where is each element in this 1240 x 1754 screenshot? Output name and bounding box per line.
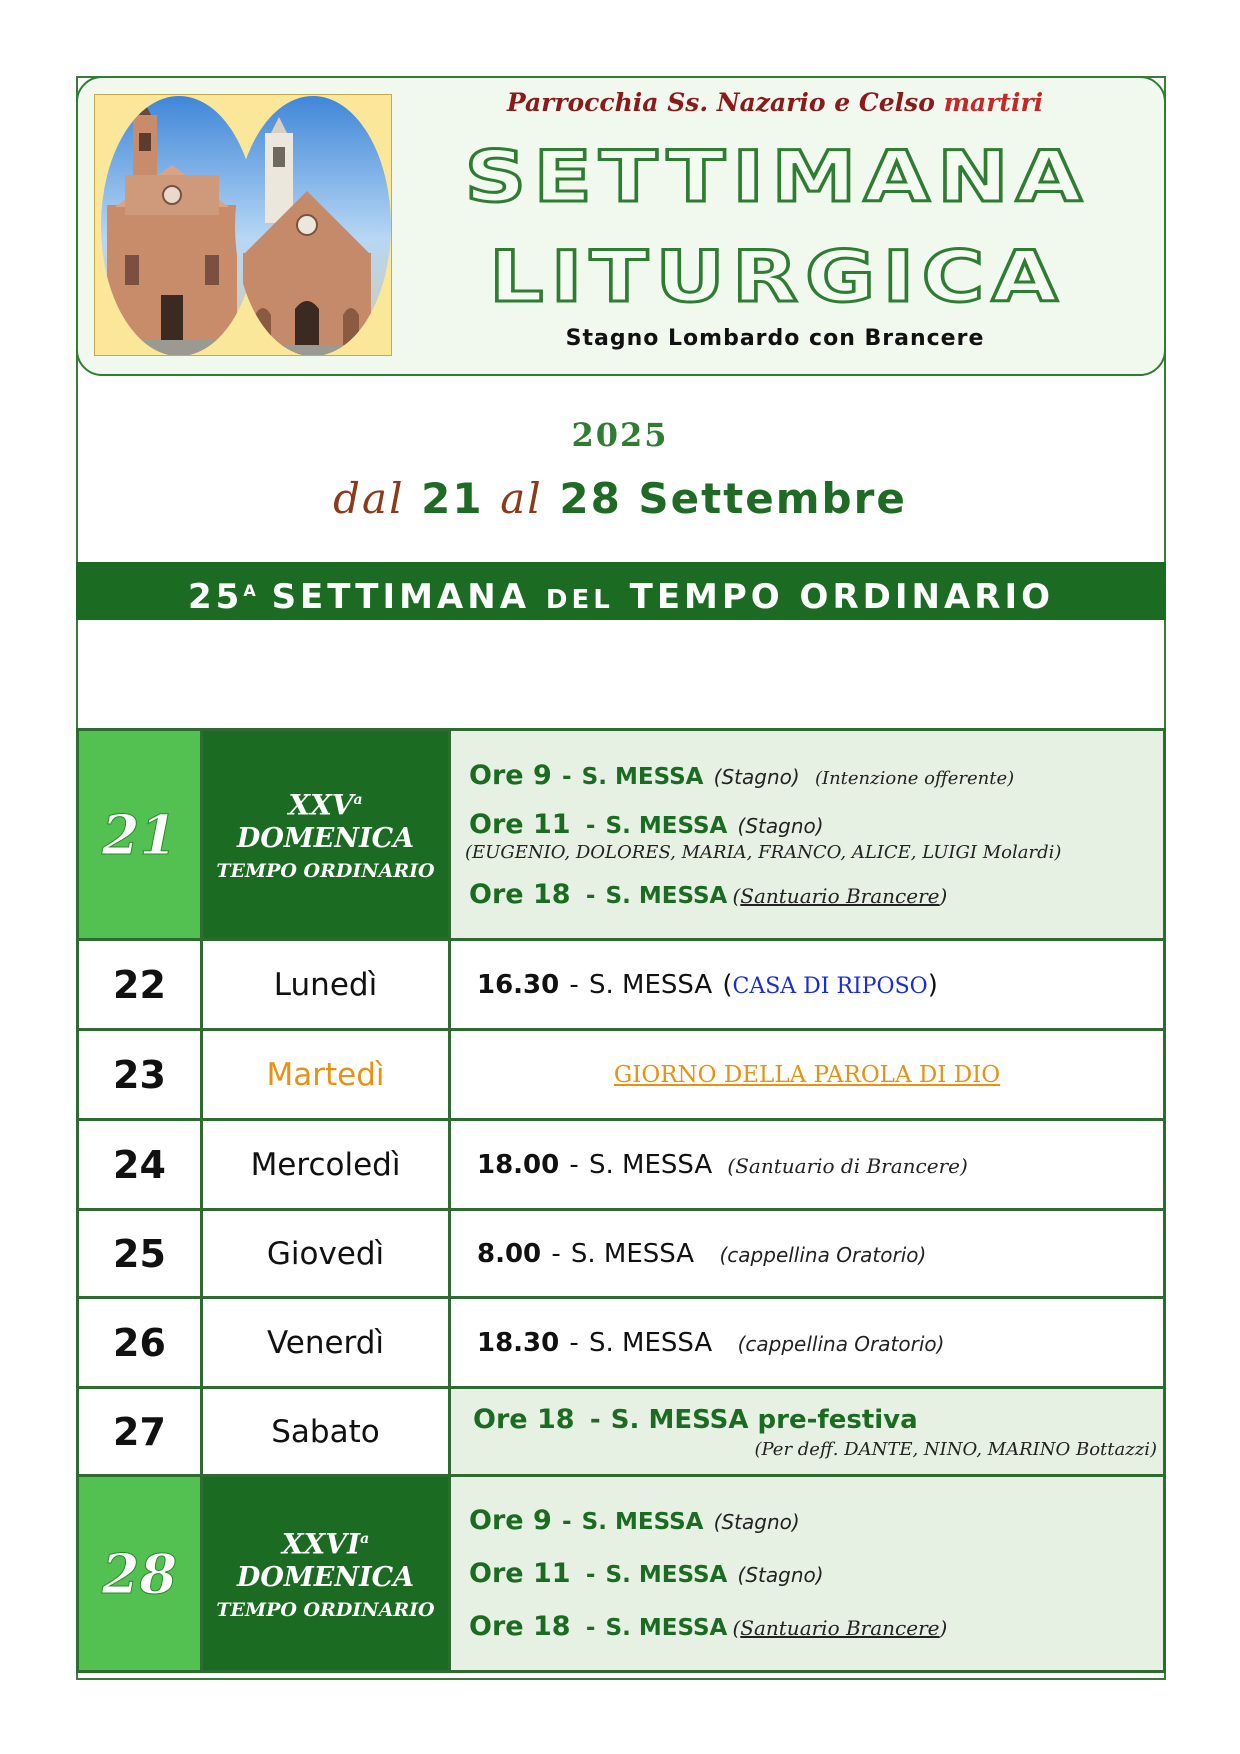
sunday-title	[202, 730, 450, 940]
mass-intention-names: (EUGENIO, DOLORES, MARIA, FRANCO, ALICE, LUIGI Molardi)	[465, 841, 1062, 863]
mass-label: S. MESSA	[570, 1238, 695, 1269]
week-banner	[76, 562, 1166, 620]
mass-separator: -	[569, 1149, 579, 1180]
year: 2025	[571, 416, 669, 454]
mass-cell	[450, 1476, 1165, 1672]
mass-place: (cappellina Oratorio)	[719, 1242, 927, 1267]
mass-time: Ore 18	[473, 1403, 575, 1435]
mass-place-open: (	[732, 1616, 741, 1640]
mass-place: (Stagno)	[737, 1563, 824, 1587]
mass-separator: -	[585, 882, 596, 909]
mass-time: Ore 11	[469, 808, 571, 840]
mass-separator: -	[561, 763, 572, 790]
parish-name-martiri: martiri	[943, 88, 1044, 117]
mass-time: 8.00	[477, 1238, 542, 1269]
day-name: Giovedì	[202, 1210, 450, 1298]
mass-separator: -	[569, 1327, 579, 1358]
mass-place: (Stagno)	[713, 764, 800, 789]
day-name: Mercoledì	[202, 1120, 450, 1210]
sunday-roman: XXVI	[281, 1527, 361, 1561]
date-to-day: 28 Settembre	[559, 474, 907, 523]
mass-label: S. MESSA	[605, 1615, 728, 1641]
mass-label: S. MESSA	[581, 763, 704, 790]
mass-label: S. MESSA	[588, 1149, 713, 1180]
mass-time: 16.30	[477, 969, 560, 1000]
mass-separator: -	[561, 1509, 572, 1535]
mass-time: 18.30	[477, 1327, 560, 1358]
mass-place: (Stagno)	[737, 813, 824, 838]
day-number: 27	[78, 1388, 202, 1476]
sunday-season: TEMPO ORDINARIO	[216, 860, 435, 883]
sunday-label: DOMENICA	[236, 823, 415, 855]
mass-label: S. MESSA	[605, 1562, 728, 1588]
sunday-roman-sup: a	[360, 1530, 370, 1547]
mass-label: S. MESSA pre-festiva	[610, 1404, 918, 1435]
day-number: 22	[78, 940, 202, 1030]
week-word-1: SETTIMANA	[271, 577, 531, 617]
day-number: 24	[78, 1120, 202, 1210]
mass-label: S. MESSA	[581, 1509, 704, 1535]
day-name: Lunedì	[202, 940, 450, 1030]
mass-place-close: )	[939, 883, 948, 908]
sunday-label: DOMENICA	[236, 1562, 415, 1594]
day-number: 28	[78, 1476, 202, 1672]
day-number: 21	[78, 730, 202, 940]
mass-cell	[450, 1120, 1165, 1210]
parish-name	[400, 88, 1150, 117]
title-line-1: SETTIMANA	[464, 136, 1090, 218]
mass-time: Ore 9	[469, 759, 552, 791]
mass-time: Ore 18	[469, 1611, 571, 1642]
mass-place: (Stagno)	[713, 1510, 800, 1534]
date-to-word: al	[500, 474, 543, 523]
mass-place-open: (	[732, 883, 741, 908]
table-row	[78, 1030, 1165, 1120]
mass-time: Ore 18	[469, 878, 571, 910]
event-cell	[450, 1030, 1165, 1120]
table-row	[78, 1210, 1165, 1298]
table-row	[78, 1120, 1165, 1210]
week-number-sup: A	[243, 581, 256, 600]
week-word-3: TEMPO ORDINARIO	[629, 577, 1054, 617]
mass-place: (cappellina Oratorio)	[737, 1331, 945, 1356]
mass-cell	[450, 1298, 1165, 1388]
day-number: 23	[78, 1030, 202, 1120]
sunday-season: TEMPO ORDINARIO	[216, 1599, 435, 1622]
mass-time: Ore 11	[469, 1558, 571, 1589]
day-number: 25	[78, 1210, 202, 1298]
date-from-day: 21	[421, 474, 484, 523]
mass-cell	[450, 940, 1165, 1030]
sunday-roman: XXV	[288, 788, 354, 822]
mass-label: S. MESSA	[605, 812, 728, 839]
table-row	[78, 1298, 1165, 1388]
event-label: GIORNO DELLA PAROLA DI DIO	[613, 1061, 1001, 1088]
mass-place: CASA DI RIPOSO	[732, 973, 928, 999]
mass-cell	[450, 1210, 1165, 1298]
date-from-word: dal	[333, 474, 405, 523]
date-range	[0, 474, 1240, 523]
mass-separator: -	[585, 1562, 596, 1588]
mass-cell	[450, 1388, 1165, 1476]
mass-place-open: (	[722, 969, 733, 1000]
mass-time: 18.00	[477, 1149, 560, 1180]
mass-intention: (Per deff. DANTE, NINO, MARINO Bottazzi)	[754, 1438, 1157, 1460]
mass-separator: -	[589, 1404, 601, 1435]
mass-label: S. MESSA	[588, 969, 713, 1000]
schedule-table	[76, 728, 1166, 1673]
mass-place: Santuario Brancere	[740, 883, 940, 908]
mass-label: S. MESSA	[588, 1327, 713, 1358]
day-name: Venerdì	[202, 1298, 450, 1388]
mass-separator: -	[585, 812, 596, 839]
table-row	[78, 1388, 1165, 1476]
mass-place: Santuario Brancere	[740, 1616, 940, 1640]
sunday-roman-sup: a	[353, 791, 363, 808]
table-row	[78, 1476, 1165, 1672]
day-name: Martedì	[202, 1030, 450, 1120]
mass-place: (Santuario di Brancere)	[727, 1153, 968, 1178]
mass-place-close: )	[939, 1616, 948, 1640]
table-row	[78, 730, 1165, 940]
sunday-title	[202, 1476, 450, 1672]
mass-separator: -	[569, 969, 579, 1000]
mass-label: S. MESSA	[605, 882, 728, 909]
mass-separator: -	[551, 1238, 561, 1269]
week-number: 25	[188, 577, 244, 617]
day-number: 26	[78, 1298, 202, 1388]
mass-cell	[450, 730, 1165, 940]
mass-separator: -	[585, 1615, 596, 1641]
mass-time: Ore 9	[469, 1505, 552, 1536]
day-name: Sabato	[202, 1388, 450, 1476]
title-line-2: LITURGICA	[488, 236, 1066, 318]
mass-intention: (Intenzione offerente)	[814, 767, 1015, 789]
town-subtitle: Stagno Lombardo con Brancere	[565, 326, 985, 351]
parish-name-main: Parrocchia Ss. Nazario e Celso	[506, 88, 935, 117]
mass-place-close: )	[927, 969, 938, 1000]
table-row	[78, 940, 1165, 1030]
week-word-2: DEL	[545, 585, 614, 615]
